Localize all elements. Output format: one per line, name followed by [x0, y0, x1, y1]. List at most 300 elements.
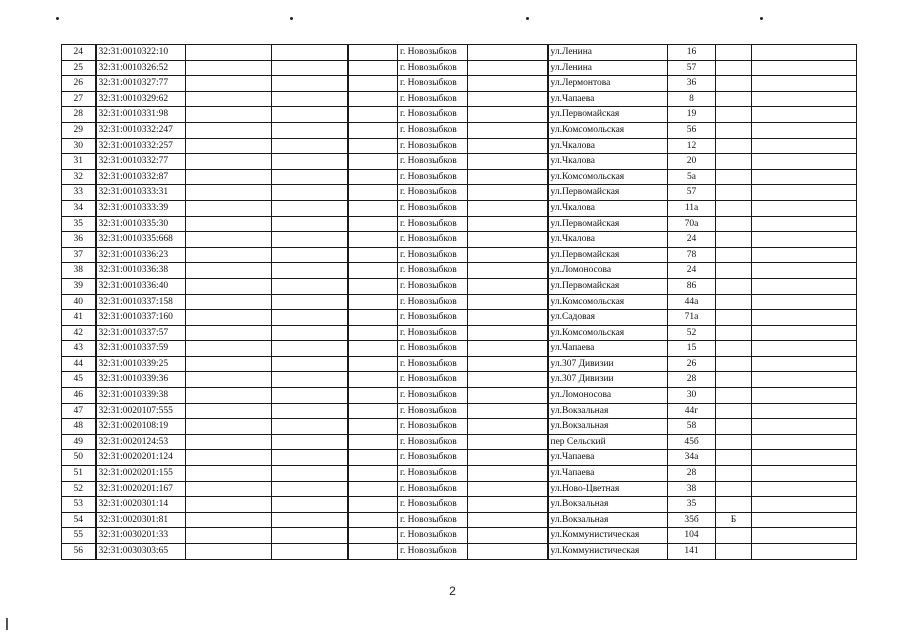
empty-cell: [752, 294, 857, 310]
city-cell: г. Новозыбков: [398, 466, 468, 482]
city-cell: г. Новозыбков: [398, 544, 468, 560]
scan-dot: [526, 17, 529, 20]
street-cell: ул.Вокзальная: [548, 419, 668, 435]
table-row: [62, 434, 857, 450]
table-row: [62, 481, 857, 497]
street-cell: ул.Чапаева: [548, 91, 668, 107]
empty-cell: [186, 76, 272, 92]
empty-cell: [468, 185, 548, 201]
empty-cell: [272, 169, 348, 185]
empty-cell: [752, 528, 857, 544]
row-number-cell: 54: [62, 512, 96, 528]
empty-cell: [186, 216, 272, 232]
row-number-cell: 25: [62, 60, 96, 76]
empty-cell: [186, 372, 272, 388]
empty-cell: [468, 232, 548, 248]
house-number-cell: 11а: [668, 200, 716, 216]
house-number-cell: 15: [668, 341, 716, 357]
building-letter-cell: [716, 403, 752, 419]
empty-cell: [348, 200, 398, 216]
street-cell: ул.Чапаева: [548, 341, 668, 357]
cadastral-number-cell: 32:31:0010331:98: [96, 107, 186, 123]
empty-cell: [752, 466, 857, 482]
cadastral-number-cell: 32:31:0010333:39: [96, 200, 186, 216]
street-cell: ул.Вокзальная: [548, 512, 668, 528]
cadastral-number-cell: 32:31:0010337:158: [96, 294, 186, 310]
empty-cell: [272, 544, 348, 560]
city-cell: г. Новозыбков: [398, 107, 468, 123]
house-number-cell: 36: [668, 76, 716, 92]
empty-cell: [186, 247, 272, 263]
table-row: [62, 60, 857, 76]
city-cell: г. Новозыбков: [398, 169, 468, 185]
empty-cell: [348, 356, 398, 372]
empty-cell: [186, 60, 272, 76]
row-number-cell: 37: [62, 247, 96, 263]
empty-cell: [272, 76, 348, 92]
house-number-cell: 20: [668, 154, 716, 170]
house-number-cell: 52: [668, 325, 716, 341]
building-letter-cell: [716, 294, 752, 310]
building-letter-cell: [716, 247, 752, 263]
scan-dot: [760, 17, 763, 20]
empty-cell: [186, 91, 272, 107]
cadastral-number-cell: 32:31:0010337:160: [96, 310, 186, 326]
table-row: [62, 388, 857, 404]
empty-cell: [272, 60, 348, 76]
cadastral-number-cell: 32:31:0020201:155: [96, 466, 186, 482]
empty-cell: [272, 138, 348, 154]
empty-cell: [348, 91, 398, 107]
city-cell: г. Новозыбков: [398, 200, 468, 216]
city-cell: г. Новозыбков: [398, 138, 468, 154]
city-cell: г. Новозыбков: [398, 91, 468, 107]
empty-cell: [348, 76, 398, 92]
cadastral-number-cell: 32:31:0010326:52: [96, 60, 186, 76]
row-number-cell: 38: [62, 263, 96, 279]
empty-cell: [468, 247, 548, 263]
empty-cell: [272, 232, 348, 248]
street-cell: ул.Вокзальная: [548, 497, 668, 513]
row-number-cell: 50: [62, 450, 96, 466]
house-number-cell: 30: [668, 388, 716, 404]
empty-cell: [468, 372, 548, 388]
house-number-cell: 28: [668, 466, 716, 482]
empty-cell: [272, 419, 348, 435]
empty-cell: [186, 45, 272, 61]
empty-cell: [752, 341, 857, 357]
row-number-cell: 40: [62, 294, 96, 310]
city-cell: г. Новозыбков: [398, 434, 468, 450]
house-number-cell: 86: [668, 278, 716, 294]
table-row: [62, 372, 857, 388]
building-letter-cell: [716, 388, 752, 404]
house-number-cell: 70а: [668, 216, 716, 232]
empty-cell: [272, 512, 348, 528]
empty-cell: [348, 169, 398, 185]
house-number-cell: 44г: [668, 403, 716, 419]
empty-cell: [348, 278, 398, 294]
property-register-table: [61, 44, 857, 560]
empty-cell: [348, 544, 398, 560]
city-cell: г. Новозыбков: [398, 263, 468, 279]
building-letter-cell: [716, 419, 752, 435]
building-letter-cell: [716, 372, 752, 388]
empty-cell: [348, 403, 398, 419]
house-number-cell: 5а: [668, 169, 716, 185]
empty-cell: [752, 122, 857, 138]
scan-dot: [56, 17, 59, 20]
building-letter-cell: [716, 107, 752, 123]
row-number-cell: 43: [62, 341, 96, 357]
table-row: [62, 450, 857, 466]
empty-cell: [272, 294, 348, 310]
empty-cell: [468, 341, 548, 357]
cadastral-number-cell: 32:31:0010339:25: [96, 356, 186, 372]
city-cell: г. Новозыбков: [398, 403, 468, 419]
row-number-cell: 47: [62, 403, 96, 419]
empty-cell: [468, 388, 548, 404]
empty-cell: [752, 497, 857, 513]
row-number-cell: 48: [62, 419, 96, 435]
empty-cell: [468, 512, 548, 528]
table-row: [62, 247, 857, 263]
table-row: [62, 341, 857, 357]
empty-cell: [468, 216, 548, 232]
empty-cell: [468, 122, 548, 138]
empty-cell: [186, 200, 272, 216]
empty-cell: [752, 138, 857, 154]
street-cell: ул.Ломоносова: [548, 388, 668, 404]
table-row: [62, 419, 857, 435]
empty-cell: [272, 372, 348, 388]
cadastral-number-cell: 32:31:0010332:77: [96, 154, 186, 170]
empty-cell: [186, 544, 272, 560]
cadastral-number-cell: 32:31:0010336:40: [96, 278, 186, 294]
house-number-cell: 34а: [668, 450, 716, 466]
empty-cell: [752, 232, 857, 248]
city-cell: г. Новозыбков: [398, 154, 468, 170]
cadastral-number-cell: 32:31:0020108:19: [96, 419, 186, 435]
table-body: [62, 45, 857, 560]
building-letter-cell: [716, 434, 752, 450]
table-row: [62, 45, 857, 61]
city-cell: г. Новозыбков: [398, 122, 468, 138]
empty-cell: [186, 512, 272, 528]
empty-cell: [752, 434, 857, 450]
row-number-cell: 53: [62, 497, 96, 513]
cadastral-number-cell: 32:31:0020301:81: [96, 512, 186, 528]
empty-cell: [272, 356, 348, 372]
row-number-cell: 41: [62, 310, 96, 326]
row-number-cell: 49: [62, 434, 96, 450]
empty-cell: [186, 419, 272, 435]
house-number-cell: 8: [668, 91, 716, 107]
row-number-cell: 56: [62, 544, 96, 560]
building-letter-cell: [716, 91, 752, 107]
empty-cell: [348, 419, 398, 435]
empty-cell: [348, 247, 398, 263]
empty-cell: [468, 403, 548, 419]
city-cell: г. Новозыбков: [398, 450, 468, 466]
empty-cell: [348, 294, 398, 310]
house-number-cell: 141: [668, 544, 716, 560]
table-row: [62, 278, 857, 294]
cadastral-number-cell: 32:31:0010332:257: [96, 138, 186, 154]
empty-cell: [186, 278, 272, 294]
row-number-cell: 42: [62, 325, 96, 341]
building-letter-cell: [716, 310, 752, 326]
row-number-cell: 52: [62, 481, 96, 497]
empty-cell: [468, 263, 548, 279]
street-cell: ул.Первомайская: [548, 185, 668, 201]
street-cell: ул.Первомайская: [548, 107, 668, 123]
cadastral-number-cell: 32:31:0010339:38: [96, 388, 186, 404]
empty-cell: [186, 169, 272, 185]
cadastral-number-cell: 32:31:0020107:555: [96, 403, 186, 419]
empty-cell: [186, 310, 272, 326]
row-number-cell: 36: [62, 232, 96, 248]
empty-cell: [272, 403, 348, 419]
empty-cell: [468, 450, 548, 466]
empty-cell: [468, 278, 548, 294]
table-row: [62, 403, 857, 419]
table-row: [62, 294, 857, 310]
empty-cell: [468, 154, 548, 170]
cadastral-number-cell: 32:31:0010339:36: [96, 372, 186, 388]
empty-cell: [272, 497, 348, 513]
empty-cell: [186, 497, 272, 513]
empty-cell: [348, 216, 398, 232]
building-letter-cell: [716, 341, 752, 357]
empty-cell: [752, 356, 857, 372]
empty-cell: [348, 45, 398, 61]
street-cell: ул.Комсомольская: [548, 122, 668, 138]
row-number-cell: 39: [62, 278, 96, 294]
empty-cell: [752, 263, 857, 279]
empty-cell: [186, 325, 272, 341]
empty-cell: [272, 278, 348, 294]
empty-cell: [752, 154, 857, 170]
empty-cell: [468, 107, 548, 123]
street-cell: ул.Чапаева: [548, 450, 668, 466]
empty-cell: [752, 372, 857, 388]
cadastral-number-cell: 32:31:0010336:38: [96, 263, 186, 279]
row-number-cell: 27: [62, 91, 96, 107]
street-cell: ул.Комсомольская: [548, 294, 668, 310]
table-row: [62, 169, 857, 185]
empty-cell: [186, 403, 272, 419]
cadastral-number-cell: 32:31:0010333:31: [96, 185, 186, 201]
empty-cell: [468, 76, 548, 92]
house-number-cell: 57: [668, 60, 716, 76]
city-cell: г. Новозыбков: [398, 528, 468, 544]
building-letter-cell: [716, 481, 752, 497]
empty-cell: [752, 169, 857, 185]
house-number-cell: 24: [668, 263, 716, 279]
empty-cell: [348, 122, 398, 138]
empty-cell: [468, 60, 548, 76]
city-cell: г. Новозыбков: [398, 278, 468, 294]
scan-edge-mark: [6, 618, 8, 630]
empty-cell: [468, 528, 548, 544]
empty-cell: [348, 528, 398, 544]
street-cell: ул.Ломоносова: [548, 263, 668, 279]
empty-cell: [752, 200, 857, 216]
house-number-cell: 57: [668, 185, 716, 201]
cadastral-number-cell: 32:31:0010322:10: [96, 45, 186, 61]
row-number-cell: 55: [62, 528, 96, 544]
empty-cell: [272, 122, 348, 138]
empty-cell: [186, 294, 272, 310]
building-letter-cell: [716, 497, 752, 513]
cadastral-number-cell: 32:31:0010337:59: [96, 341, 186, 357]
table-row: [62, 356, 857, 372]
empty-cell: [752, 216, 857, 232]
empty-cell: [186, 122, 272, 138]
table-row: [62, 76, 857, 92]
street-cell: ул.307 Дивизии: [548, 356, 668, 372]
city-cell: г. Новозыбков: [398, 310, 468, 326]
empty-cell: [348, 497, 398, 513]
empty-cell: [752, 481, 857, 497]
empty-cell: [272, 528, 348, 544]
city-cell: г. Новозыбков: [398, 356, 468, 372]
table-row: [62, 185, 857, 201]
empty-cell: [752, 419, 857, 435]
city-cell: г. Новозыбков: [398, 45, 468, 61]
city-cell: г. Новозыбков: [398, 294, 468, 310]
table-row: [62, 466, 857, 482]
scan-dot: [290, 17, 293, 20]
empty-cell: [752, 278, 857, 294]
row-number-cell: 35: [62, 216, 96, 232]
empty-cell: [272, 310, 348, 326]
building-letter-cell: [716, 154, 752, 170]
empty-cell: [468, 544, 548, 560]
street-cell: ул.Садовая: [548, 310, 668, 326]
building-letter-cell: Б: [716, 512, 752, 528]
building-letter-cell: [716, 122, 752, 138]
table-row: [62, 216, 857, 232]
table-row: [62, 200, 857, 216]
empty-cell: [468, 138, 548, 154]
building-letter-cell: [716, 185, 752, 201]
empty-cell: [752, 91, 857, 107]
empty-cell: [272, 466, 348, 482]
street-cell: ул.Чкалова: [548, 154, 668, 170]
empty-cell: [348, 481, 398, 497]
table-row: [62, 107, 857, 123]
table-row: [62, 512, 857, 528]
row-number-cell: 34: [62, 200, 96, 216]
row-number-cell: 31: [62, 154, 96, 170]
building-letter-cell: [716, 450, 752, 466]
row-number-cell: 29: [62, 122, 96, 138]
empty-cell: [186, 185, 272, 201]
empty-cell: [348, 232, 398, 248]
city-cell: г. Новозыбков: [398, 388, 468, 404]
cadastral-number-cell: 32:31:0010327:77: [96, 76, 186, 92]
empty-cell: [468, 419, 548, 435]
house-number-cell: 38: [668, 481, 716, 497]
empty-cell: [272, 107, 348, 123]
empty-cell: [272, 450, 348, 466]
row-number-cell: 46: [62, 388, 96, 404]
house-number-cell: 12: [668, 138, 716, 154]
empty-cell: [186, 154, 272, 170]
empty-cell: [752, 185, 857, 201]
row-number-cell: 51: [62, 466, 96, 482]
row-number-cell: 45: [62, 372, 96, 388]
street-cell: ул.Чкалова: [548, 200, 668, 216]
empty-cell: [752, 450, 857, 466]
city-cell: г. Новозыбков: [398, 185, 468, 201]
cadastral-number-cell: 32:31:0020201:167: [96, 481, 186, 497]
street-cell: ул.Вокзальная: [548, 403, 668, 419]
street-cell: ул.Комсомольская: [548, 169, 668, 185]
empty-cell: [186, 481, 272, 497]
empty-cell: [186, 341, 272, 357]
empty-cell: [348, 372, 398, 388]
empty-cell: [348, 154, 398, 170]
empty-cell: [468, 169, 548, 185]
street-cell: ул.Коммунистическая: [548, 544, 668, 560]
row-number-cell: 32: [62, 169, 96, 185]
cadastral-number-cell: 32:31:0010335:30: [96, 216, 186, 232]
street-cell: ул.Лермонтова: [548, 76, 668, 92]
empty-cell: [272, 216, 348, 232]
cadastral-number-cell: 32:31:0010335:668: [96, 232, 186, 248]
city-cell: г. Новозыбков: [398, 341, 468, 357]
city-cell: г. Новозыбков: [398, 216, 468, 232]
empty-cell: [468, 200, 548, 216]
empty-cell: [272, 45, 348, 61]
building-letter-cell: [716, 216, 752, 232]
city-cell: г. Новозыбков: [398, 60, 468, 76]
row-number-cell: 30: [62, 138, 96, 154]
empty-cell: [468, 91, 548, 107]
empty-cell: [186, 466, 272, 482]
empty-cell: [272, 434, 348, 450]
street-cell: ул.Ново-Цветная: [548, 481, 668, 497]
building-letter-cell: [716, 232, 752, 248]
empty-cell: [348, 388, 398, 404]
table-row: [62, 528, 857, 544]
street-cell: ул.Первомайская: [548, 247, 668, 263]
table-row: [62, 263, 857, 279]
empty-cell: [752, 544, 857, 560]
empty-cell: [752, 45, 857, 61]
empty-cell: [752, 388, 857, 404]
empty-cell: [468, 481, 548, 497]
cadastral-number-cell: 32:31:0010332:247: [96, 122, 186, 138]
house-number-cell: 56: [668, 122, 716, 138]
empty-cell: [186, 528, 272, 544]
empty-cell: [348, 263, 398, 279]
building-letter-cell: [716, 45, 752, 61]
house-number-cell: 16: [668, 45, 716, 61]
building-letter-cell: [716, 356, 752, 372]
city-cell: г. Новозыбков: [398, 232, 468, 248]
street-cell: ул.Чкалова: [548, 232, 668, 248]
street-cell: ул.Коммунистическая: [548, 528, 668, 544]
empty-cell: [468, 466, 548, 482]
table-row: [62, 232, 857, 248]
house-number-cell: 44а: [668, 294, 716, 310]
empty-cell: [752, 512, 857, 528]
empty-cell: [468, 356, 548, 372]
